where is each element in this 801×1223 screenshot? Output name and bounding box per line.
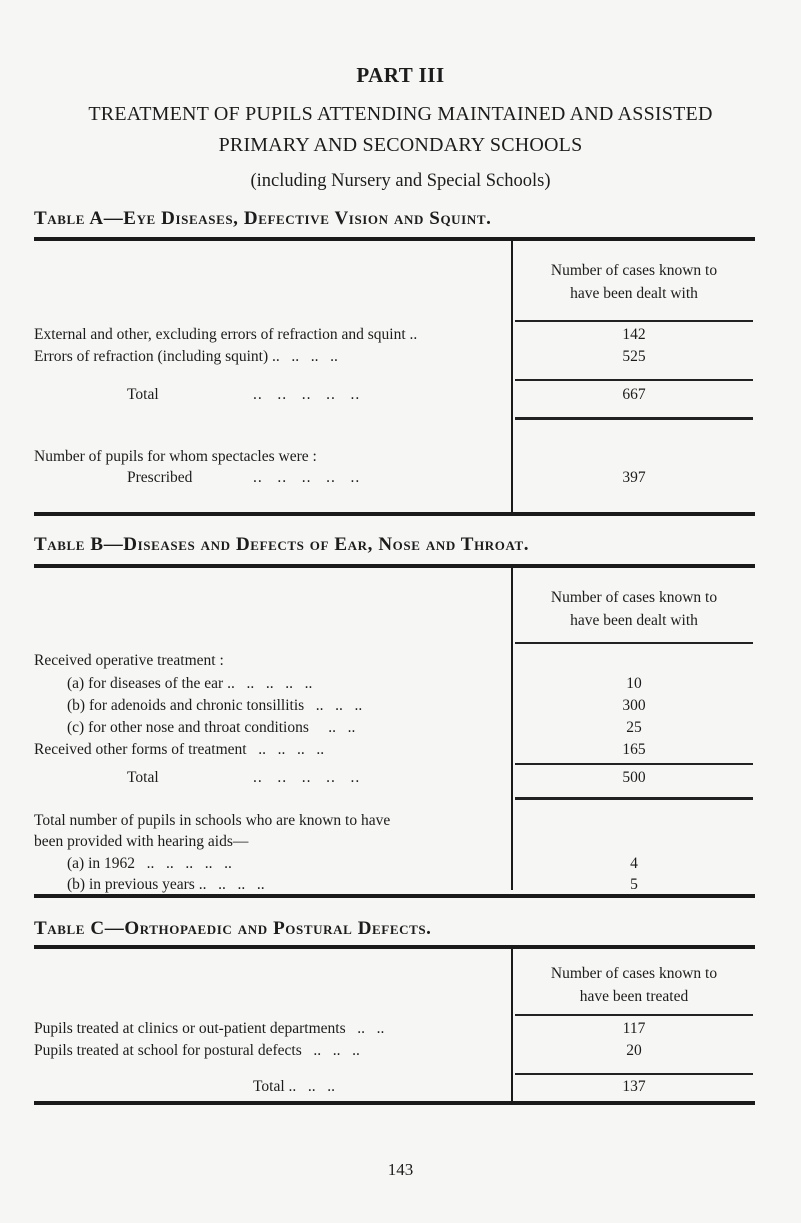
table-c-row-value: 117 xyxy=(622,1020,646,1037)
table-a-spectacles-label: Number of pupils for whom spectacles were : xyxy=(34,448,317,465)
subtitle: (including Nursery and Special Schools) xyxy=(250,171,551,191)
table-b-hearing-label-1: Total number of pupils in schools who are known to have xyxy=(34,812,391,829)
table-c-header-line-1: Number of cases known to xyxy=(550,965,718,982)
table-b-other-label: Received other forms of treatment .. .. .. .. xyxy=(34,741,325,758)
table-a-total-leader: .. .. .. .. .. xyxy=(253,386,361,403)
table-c-total-value: 137 xyxy=(622,1078,646,1095)
table-a-row-label: External and other, excluding errors of refraction and squint .. xyxy=(34,326,418,343)
table-a-bottom-rule xyxy=(34,512,755,516)
table-c-header-rule xyxy=(515,1014,753,1016)
table-a-row-value: 525 xyxy=(622,348,646,365)
table-a-column-divider xyxy=(511,241,513,512)
table-b-heading: Table B—Diseases and Defects of Ear, Nose and Throat. xyxy=(34,534,530,555)
table-b-hearing-row-value: 5 xyxy=(630,876,638,893)
table-c-total-rule xyxy=(515,1073,753,1075)
table-a-heading: Table A—Eye Diseases, Defective Vision and Squint. xyxy=(34,208,492,229)
table-a-total-underline xyxy=(515,417,753,420)
table-b-row-label: (a) for diseases of the ear .. .. .. .. .. xyxy=(67,675,313,692)
table-b-top-rule xyxy=(34,564,755,568)
table-b-hearing-label-2: been provided with hearing aids— xyxy=(34,833,249,850)
table-b-row-value: 300 xyxy=(622,697,646,714)
table-c-bottom-rule xyxy=(34,1101,755,1105)
table-c-total-label: Total .. .. .. xyxy=(253,1078,336,1095)
title-line-1: TREATMENT OF PUPILS ATTENDING MAINTAINED AND ASSISTED xyxy=(88,103,713,125)
table-b-row-value: 10 xyxy=(626,675,642,692)
table-a-header-line-2: have been dealt with xyxy=(570,285,698,302)
table-b-row-value: 25 xyxy=(626,719,642,736)
table-b-total-underline xyxy=(515,797,753,800)
table-a-prescribed-value: 397 xyxy=(622,469,646,486)
table-b-total-rule xyxy=(515,763,753,765)
table-a-row-value: 142 xyxy=(622,326,646,343)
table-b-header-line-1: Number of cases known to xyxy=(550,589,718,606)
table-c-row-label: Pupils treated at school for postural defects .. .. .. xyxy=(34,1042,360,1059)
table-c-column-divider xyxy=(511,949,513,1101)
table-c-top-rule xyxy=(34,945,755,949)
table-c-column-header xyxy=(515,962,753,1008)
table-a-column-header xyxy=(515,259,753,305)
table-a-prescribed-leader: .. .. .. .. .. xyxy=(253,469,361,486)
table-a-header-rule xyxy=(515,320,753,322)
table-b-total-value: 500 xyxy=(622,769,646,786)
table-a-header-line-1: Number of cases known to xyxy=(550,262,718,279)
table-a-prescribed-label: Prescribed xyxy=(127,469,193,486)
table-b-column-header xyxy=(515,586,753,632)
table-b-header-line-2: have been dealt with xyxy=(570,612,698,629)
table-b-row-label: (c) for other nose and throat conditions .. .. xyxy=(67,719,356,736)
table-b-operative-label: Received operative treatment : xyxy=(34,652,224,669)
title-line-2: PRIMARY AND SECONDARY SCHOOLS xyxy=(218,134,583,156)
table-a-total-label: Total xyxy=(127,386,159,403)
table-a-row-label: Errors of refraction (including squint) .. .. .. .. xyxy=(34,348,338,365)
table-a-top-rule xyxy=(34,237,755,241)
table-c-row-label: Pupils treated at clinics or out-patient departments .. .. xyxy=(34,1020,385,1037)
table-a-total-rule xyxy=(515,379,753,381)
table-c-header-line-2: have been treated xyxy=(579,988,689,1005)
table-b-other-value: 165 xyxy=(622,741,646,758)
table-b-total-label: Total xyxy=(127,769,159,786)
table-b-hearing-row-label: (a) in 1962 .. .. .. .. .. xyxy=(67,855,232,872)
table-c-heading: Table C—Orthopaedic and Postural Defects. xyxy=(34,918,432,939)
table-b-hearing-row-value: 4 xyxy=(630,855,638,872)
table-b-header-rule xyxy=(515,642,753,644)
table-c-row-value: 20 xyxy=(626,1042,642,1059)
table-b-column-divider xyxy=(511,568,513,890)
part-heading: PART III xyxy=(356,63,445,87)
table-b-row-label: (b) for adenoids and chronic tonsillitis .. .. .. xyxy=(67,697,363,714)
table-b-bottom-rule xyxy=(34,894,755,898)
table-b-total-leader: .. .. .. .. .. xyxy=(253,769,361,786)
table-a-total-value: 667 xyxy=(622,386,646,403)
table-b-hearing-row-label: (b) in previous years .. .. .. .. xyxy=(67,876,265,893)
page-number: 143 xyxy=(387,1160,414,1179)
